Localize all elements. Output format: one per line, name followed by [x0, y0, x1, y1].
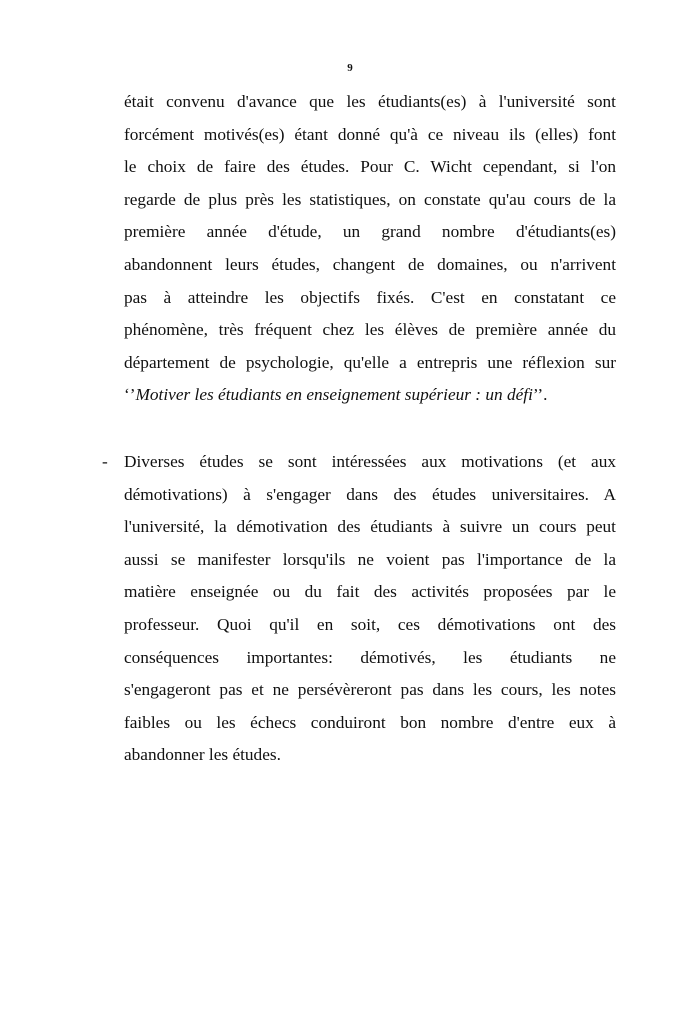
text-line: Diverses études se sont intéressées aux motivations (et aux: [124, 452, 616, 471]
text-line: première année d'étude, un grand nombre d'étudiants(es): [124, 222, 616, 242]
quoted-title-line: [124, 379, 616, 412]
text-line: abandonnent leurs études, changent de domaines, ou n'arrivent: [124, 254, 616, 274]
text-line: s'engageront pas et ne persévèreront pas dans les cours, les notes: [124, 680, 616, 700]
text-line: matière enseignée ou du fait des activités proposées par le: [124, 582, 616, 602]
page-number: 9: [347, 62, 353, 74]
text-line: abandonner les études.: [124, 745, 281, 765]
text-line: regarde de plus près les statistiques, on constate qu'au cours de la: [124, 189, 616, 209]
text-line: professeur. Quoi qu'il en soit, ces démotivations ont des: [124, 614, 616, 634]
text-line: forcément motivés(es) étant donné qu'à ce niveau ils (elles) font: [124, 124, 616, 144]
paragraph-continued: [124, 86, 616, 412]
text-line: pas à atteindre les objectifs fixés. C'est en constatant ce: [124, 287, 616, 307]
text-line: conséquences importantes: démotivés, les étudiants ne: [124, 647, 616, 667]
quoted-title: Motiver les étudiants en enseignement supérieur : un défi: [135, 385, 533, 405]
quote-open: ‘’: [124, 385, 136, 405]
text-line: était convenu d'avance que les étudiants(es) à l'université sont: [124, 92, 616, 111]
text-line: faibles ou les échecs conduiront bon nombre d'entre eux à: [124, 712, 616, 732]
text-line: le choix de faire des études. Pour C. Wicht cependant, si l'on: [124, 157, 616, 177]
quote-close: ’’.: [532, 385, 548, 405]
paragraph-bullet: [124, 446, 616, 772]
text-line: l'université, la démotivation des étudiants à suivre un cours peut: [124, 517, 616, 537]
text-line: département de psychologie, qu'elle a entrepris une réflexion sur: [124, 352, 616, 372]
text-line: aussi se manifester lorsqu'ils ne voient pas l'importance de la: [124, 549, 616, 569]
bullet-dash: -: [102, 452, 108, 471]
text-line: démotivations) à s'engager dans des études universitaires. A: [124, 484, 616, 504]
text-line: phénomène, très fréquent chez les élèves de première année du: [124, 320, 616, 340]
